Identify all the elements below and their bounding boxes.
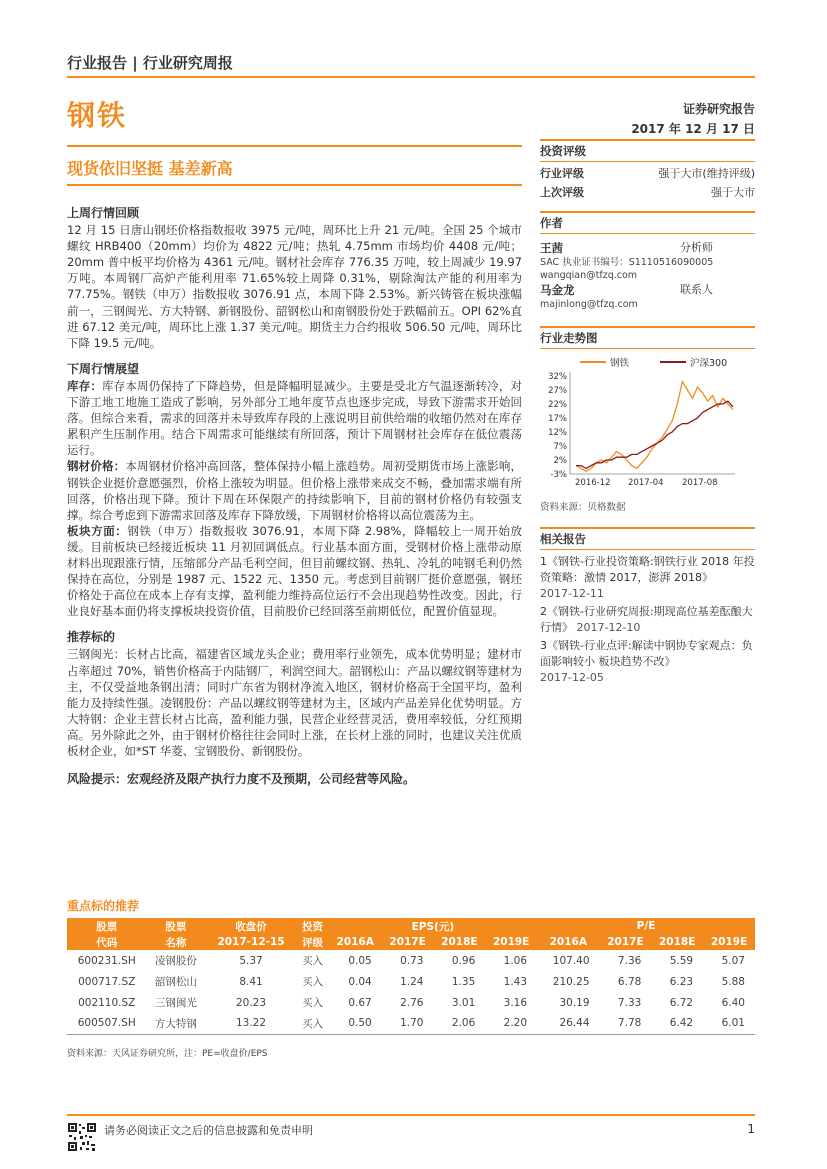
table-title: 重点标的推荐 xyxy=(67,899,140,913)
series-line xyxy=(576,401,733,468)
table-cell: 600507.SH xyxy=(67,1013,146,1034)
table-cell: 20.23 xyxy=(235,996,267,1009)
table-cell: 107.40 xyxy=(552,954,590,967)
table-cell: 6.72 xyxy=(669,996,694,1009)
report-type: 证券研究报告 xyxy=(682,102,755,116)
table-source: 资料来源：天风证券研究所，注：PE=收盘价/EPS xyxy=(67,1049,268,1059)
price-text: 本周钢材价格冲高回落，整体保持小幅上涨趋势。周初受期货市场上涨影响，钢铁企业挺价意愿强烈，价格上涨较为明显。但价格上涨带来成交不畅，叠加需求端有所回落，价格出现下降。预计下周在环保限产的持续影响下，目前的钢材价格仍有较强支撑。综合考虑到下游需求回落及库存下降放缓，下周钢材价格将以高位震荡为主。 xyxy=(67,459,522,522)
table-cell: 1.24 xyxy=(400,975,424,988)
qr-code-icon xyxy=(67,1122,97,1152)
x-tick-label: 2016-12 xyxy=(575,478,611,488)
y-tick-label: 2% xyxy=(553,456,567,466)
table-cell: 3.16 xyxy=(503,996,528,1009)
table-cell: 000717.SZ xyxy=(78,975,136,988)
recommend-heading: 推荐标的 xyxy=(67,630,116,645)
table-cell: 6.42 xyxy=(651,1013,703,1034)
related-report[interactable]: 1《钢铁-行业投资策略:钢铁行业 2018 年投资策略：激情 2017，澎湃 2018》 2017-12-11 xyxy=(540,555,755,600)
y-tick-label: 12% xyxy=(548,428,567,438)
table-cell: 7.33 xyxy=(617,996,642,1009)
author-section xyxy=(540,211,755,311)
last-week-heading: 上周行情回顾 xyxy=(67,206,140,220)
table-row xyxy=(67,950,755,971)
table-subheader-row: 代码 名称 2017-12-15 评级 2016A 2017E 2018E 2019E 2016A 2017E 2018E 2019E xyxy=(67,934,755,950)
author1-email[interactable]: wangqian@tfzq.com xyxy=(540,270,638,281)
price-label: 钢材价格： xyxy=(67,459,126,474)
author-heading: 作者 xyxy=(540,216,563,230)
table-cell: 6.40 xyxy=(721,996,745,1009)
report-date: 2017 年 12 月 17 日 xyxy=(631,122,755,136)
next-week-heading: 下周行情展望 xyxy=(67,361,140,376)
table-cell: 3.01 xyxy=(451,996,476,1009)
table-header-row: 股票 股票 收盘价 投资 EPS(元) P/E xyxy=(67,918,755,934)
page-title: 钢铁 xyxy=(67,99,128,132)
table-cell: 0.04 xyxy=(348,975,372,988)
table-cell: 1.43 xyxy=(503,975,528,988)
table-cell: 三钢闽光 xyxy=(154,997,197,1009)
trend-heading: 行业走势图 xyxy=(540,331,598,345)
table-cell: 6.01 xyxy=(703,1013,755,1034)
table-cell: 13.22 xyxy=(205,1013,296,1034)
table-cell: 0.05 xyxy=(348,954,372,967)
y-tick-label: 22% xyxy=(548,400,567,410)
table-cell: 600231.SH xyxy=(77,954,136,967)
table-cell: 买入 xyxy=(302,955,324,967)
related-report[interactable]: 2《钢铁-行业研究周报:期现高位基差酝酿大行情》 2017-12-10 xyxy=(540,605,753,634)
sector-text: 钢铁（申万）指数报收 3076.91，本周下降 2.98%，降幅较上一周开始放缓。目前板块已经接近板块 11 月初回调低点。行业基本面方面，受钢材价格上涨带动原材料出现跟涨行情，压缩部分产品毛利空间，但目前螺纹钢、热轧、冷轧的吨钢毛利仍然保持在高位，分别是 1987 元、1522 元、1350 元。考虑到目前钢厂挺价意愿强，钢坯价格处于高位在成本上存有支撑，盈利能力维持高位运行不会出现趋势性改变。因此，行业良好基本面仍将支撑板块投资价值，目前股价已经回落至前期低位，配置价值显现。 xyxy=(67,523,523,619)
footer-disclaimer: 请务必阅读正文之后的信息披露和免责申明 xyxy=(104,1124,313,1137)
table-cell: 买入 xyxy=(302,976,324,988)
author2-email[interactable]: majinlong@tfzq.com xyxy=(540,299,638,310)
table-cell: 5.37 xyxy=(239,954,263,967)
sector-label: 板块方面： xyxy=(67,523,128,538)
footer-divider xyxy=(67,1114,755,1116)
y-tick-label: 7% xyxy=(553,442,567,452)
industry-trend-chart xyxy=(540,346,755,496)
related-heading: 相关报告 xyxy=(540,532,586,546)
risk-warning: 风险提示：宏观经济及限产执行力度不及预期，公司经营等风险。 xyxy=(67,772,416,787)
y-tick-label: -3% xyxy=(550,470,567,480)
author1-row: 王茜 分析师 xyxy=(540,241,713,255)
main-body xyxy=(67,205,522,787)
y-tick-label: 27% xyxy=(548,386,567,396)
table-cell: 5.88 xyxy=(721,975,745,988)
table-cell: 5.07 xyxy=(721,954,745,967)
table-cell: 6.78 xyxy=(617,975,642,988)
author1-sac: SAC 执业证书编号：S1110516090005 xyxy=(540,257,714,268)
table-row xyxy=(67,1013,755,1034)
table-row xyxy=(67,992,755,1013)
table-cell: 0.96 xyxy=(451,954,476,967)
table-row xyxy=(67,971,755,992)
page-number: 1 xyxy=(747,1122,755,1136)
table-cell: 0.67 xyxy=(348,996,372,1009)
table-cell: 26.44 xyxy=(537,1013,599,1034)
table-cell: 0.73 xyxy=(400,954,424,967)
last-week-text: 12 月 15 日唐山钢坯价格指数报收 3975 元/吨，周环比上升 21 元/吨。全国 25 个城市螺纹 HRB400（20mm）均价为 4822 元/吨；热轧 4.75mm 市场均价 4408 元/吨；20mm 普中板平均价格为 4361 元/吨。钢材社会库存 776.35 万吨，较上周减少 19.97 万吨。本周钢厂高炉产能利用率 71.65%较上周降 0.31%，剔除淘汰产能的利用率为 77.75%。钢铁（申万）指数报收 3076.91 点，本周下降 2.53%。新兴铸管在板块涨幅前一，三钢闽光、方大特钢、新钢股份、韶钢松山和南钢股份处于跌幅前五。OPI 62%直进 67.12 美元/吨，周环比上涨 1.37 美元/吨。期货主力合约报收 506.50 元/吨，周环比下降 19.5 元/吨。 xyxy=(67,223,522,350)
table-cell: 买入 xyxy=(297,1013,329,1034)
author2-row: 马金龙 联系人 xyxy=(540,283,713,297)
chart-source: 资料来源：贝格数据 xyxy=(540,502,626,513)
table-cell: 6.23 xyxy=(669,975,694,988)
rating-section xyxy=(540,139,755,202)
recommend-table xyxy=(67,918,755,1035)
table-cell: 002110.SZ xyxy=(78,996,136,1009)
table-cell: 买入 xyxy=(302,997,324,1009)
table-cell: 5.59 xyxy=(669,954,694,967)
inventory-label: 库存： xyxy=(67,378,103,393)
table-cell: 2.76 xyxy=(400,996,424,1009)
table-cell: 1.70 xyxy=(382,1013,434,1034)
table-cell: 1.06 xyxy=(503,954,528,967)
recommend-text: 三钢闽光：长材占比高，福建省区域龙头企业；费用率行业领先，成本优势明显；建材市占率超过 70%，销售价格高于内陆钢厂，利润空间大。韶钢松山：产品以螺纹钢等建材为主，不仅受益地条钢出清；同时广东省为钢材净流入地区，钢材价格高于全国平均，盈利能力及持续性强。凌钢股份：产品以螺纹钢等建材为主，区域内产品差异化优势明显。方大特钢：企业主营长材占比高，盈利能力强，民营企业经营灵活，费用率较低，分红预期高。另外除此之外，由于钢材价格往往会同时上涨，在长材上涨的同时，也建议关注优质板材企业，如*ST 华菱、宝钢股份、新钢股份。 xyxy=(67,647,522,758)
table-cell: 7.36 xyxy=(617,954,642,967)
price-paragraph xyxy=(67,458,522,522)
header-divider xyxy=(67,76,755,78)
legend-label: 沪深300 xyxy=(690,358,728,369)
table-cell: 2.20 xyxy=(485,1013,537,1034)
inventory-paragraph xyxy=(67,378,522,458)
report-category: 行业报告 | 行业研究周报 xyxy=(67,54,233,72)
table-cell: 7.78 xyxy=(600,1013,652,1034)
table-cell: 韶钢松山 xyxy=(154,976,197,988)
report-subtitle: 现货依旧坚挺 基差新高 xyxy=(67,159,233,178)
series-line xyxy=(576,382,733,472)
table-cell: 0.50 xyxy=(329,1013,382,1034)
related-report[interactable]: 3《钢铁-行业点评:解读中钢协专家观点：负面影响较小 板块趋势不改》 2017-12-05 xyxy=(540,639,753,684)
rating-heading: 投资评级 xyxy=(540,144,586,158)
subtitle-top-divider xyxy=(67,145,522,147)
related-section xyxy=(540,527,755,688)
x-tick-label: 2017-04 xyxy=(628,478,664,488)
prev-rating-row: 上次评级 强于大市 xyxy=(540,186,755,199)
table-cell: 210.25 xyxy=(552,975,590,988)
x-tick-label: 2017-08 xyxy=(682,478,718,488)
table-cell: 1.35 xyxy=(451,975,476,988)
table-cell: 30.19 xyxy=(559,996,590,1009)
rating-row: 行业评级 强于大市(维持评级) xyxy=(540,167,755,180)
y-tick-label: 32% xyxy=(548,372,567,382)
legend-label: 钢铁 xyxy=(610,358,630,369)
sector-paragraph xyxy=(67,523,522,620)
table-cell: 凌钢股份 xyxy=(154,955,197,967)
y-tick-label: 17% xyxy=(548,414,567,424)
inventory-text: 库存本周仍保持了下降趋势，但是降幅明显减少。主要是受北方气温逐渐转冷，对下游工地工地施工造成了影响，另外部分工地年度节点也逐步完成，导致下游需求开始回落。但综合来看，需求的回落并未导致库存段的上涨说明目前供给端的收缩仍然对在库存累积产生压制作用。结合下周需求可能继续有所回落，预计下周钢材社会库存在低位震荡运行。 xyxy=(67,378,522,458)
subtitle-bottom-divider xyxy=(67,184,522,186)
table-cell: 2.06 xyxy=(433,1013,485,1034)
table-cell: 方大特钢 xyxy=(146,1013,205,1034)
table-cell: 8.41 xyxy=(239,975,263,988)
